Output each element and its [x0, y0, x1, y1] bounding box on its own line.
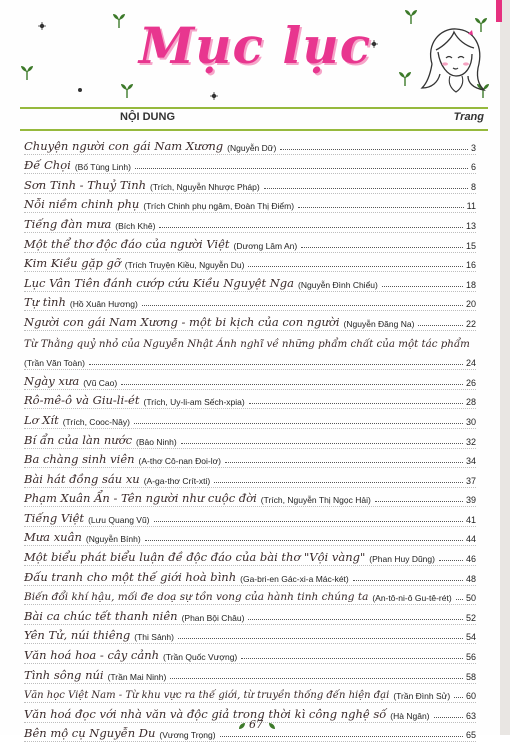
toc-entry[interactable]: [24, 213, 476, 233]
toc-entry-author: (An-tô-ni-ô Gu-tê-rét): [372, 593, 452, 604]
toc-entry[interactable]: [24, 253, 476, 273]
toc-dot-leader: [142, 305, 463, 306]
toc-entry[interactable]: [24, 409, 476, 429]
toc-dot-leader: [280, 149, 468, 150]
toc-dot-leader: [375, 501, 463, 502]
toc-dot-leader: [220, 736, 463, 737]
toc-dot-leader: [89, 364, 463, 365]
toc-entry[interactable]: [24, 272, 476, 292]
toc-entry-author: (Trần Văn Toàn): [24, 358, 85, 369]
toc-entry-author: (A-thơ Cô-nan Đoi-lơ): [138, 456, 222, 467]
toc-entry-author: (Hồ Xuân Hương): [69, 299, 138, 310]
toc-entry-page: 39: [465, 495, 476, 506]
toc-entry-title: Ngày xưa: [24, 373, 80, 388]
toc-entry-page: 56: [465, 652, 476, 663]
toc-entry[interactable]: [24, 351, 476, 371]
toc-entry-author: (Trần Mai Ninh): [107, 671, 167, 682]
toc-dot-leader: [135, 168, 468, 169]
toc-entry-page: 18: [465, 279, 476, 290]
toc-entry-title: Rô-mê-ô và Giu-li-ét: [24, 393, 140, 408]
toc-entry-page: 24: [465, 358, 476, 369]
toc-header-bar: [20, 107, 488, 131]
toc-entry-page: 32: [465, 436, 476, 447]
toc-dot-leader: [159, 227, 463, 228]
toc-entry-page: 13: [465, 220, 476, 231]
toc-entry-author: (Nguyễn Đình Chiểu): [298, 279, 378, 290]
toc-entry[interactable]: [24, 507, 476, 527]
toc-list: [24, 135, 476, 742]
toc-entry-author: (Trích, Uy-li-am Sếch-xpia): [143, 397, 245, 408]
toc-dot-leader: [301, 247, 463, 248]
toc-entry[interactable]: [24, 664, 476, 684]
toc-entry-page: 65: [465, 730, 476, 741]
toc-dot-leader: [214, 482, 463, 483]
toc-entry-author: (Trích Truyện Kiều, Nguyễn Du): [124, 260, 245, 271]
toc-entry[interactable]: [24, 566, 476, 586]
sparkle-icon: [38, 22, 46, 30]
toc-entry-page: 48: [465, 573, 476, 584]
toc-entry-page: 46: [465, 554, 476, 565]
toc-entry-title: Một thể thơ độc đáo của người Việt: [24, 236, 230, 251]
toc-dot-leader: [434, 717, 463, 718]
toc-dot-leader: [181, 443, 463, 444]
toc-entry[interactable]: [24, 546, 476, 566]
toc-dot-leader: [248, 266, 463, 267]
toc-entry-title: Lơ Xít: [24, 412, 59, 427]
toc-entry[interactable]: [24, 429, 476, 449]
toc-entry-page: 22: [465, 318, 476, 329]
pink-tab-marker: [496, 0, 502, 22]
toc-dot-leader: [264, 188, 468, 189]
toc-entry-author: (Phan Huy Dũng): [369, 554, 435, 565]
toc-entry-author: (Trần Đình Sử): [393, 691, 451, 702]
toc-entry-page: 37: [465, 475, 476, 486]
toc-entry-title: Biến đổi khí hậu, mối đe doạ sự tồn vong của hành tinh chúng ta: [24, 591, 369, 604]
sprout-icon: [20, 64, 34, 80]
toc-entry-page: 63: [465, 710, 476, 721]
toc-entry-author: (Phan Bội Châu): [181, 612, 245, 623]
toc-entry-page: 41: [465, 514, 476, 525]
toc-entry[interactable]: [24, 174, 476, 194]
toc-entry-author: (Thi Sảnh): [134, 632, 174, 643]
page-edge: [500, 0, 510, 735]
toc-entry-page: 6: [470, 162, 476, 173]
toc-entry-author: (Hà Ngân): [390, 710, 430, 721]
toc-entry-page: 30: [465, 416, 476, 427]
toc-entry[interactable]: [24, 625, 476, 645]
leaf-icon: [268, 722, 276, 730]
toc-entry-title: Bài hát đồng sáu xu: [24, 471, 140, 486]
page-number: 67: [249, 718, 263, 731]
toc-entry-title: Một biểu phát biểu luận đề độc đáo của bài thơ "Vội vàng": [24, 550, 366, 565]
toc-entry[interactable]: [24, 331, 476, 351]
toc-entry-page: 34: [465, 456, 476, 467]
toc-entry-title: Văn hoá hoa - cây cảnh: [24, 648, 160, 663]
toc-entry-page: 44: [465, 534, 476, 545]
toc-entry[interactable]: [24, 468, 476, 488]
toc-entry-author: (A-ga-thơ Crít-xti): [143, 475, 211, 486]
toc-entry-page: 3: [470, 142, 476, 153]
toc-entry-title: Người con gái Nam Xương - một bi kịch của con người: [24, 314, 340, 329]
toc-entry[interactable]: [24, 449, 476, 469]
sprout-icon: [404, 8, 418, 24]
toc-entry-page: 28: [465, 397, 476, 408]
toc-entry[interactable]: [24, 684, 476, 704]
toc-entry-title: Ba chàng sinh viên: [24, 452, 135, 467]
toc-dot-leader: [456, 599, 463, 600]
toc-entry-author: (Bích Khê): [115, 220, 156, 231]
toc-entry[interactable]: [24, 194, 476, 214]
toc-entry-author: (Bảo Ninh): [136, 436, 177, 447]
sprout-icon: [112, 12, 126, 28]
sparkle-icon: [210, 92, 218, 100]
toc-entry-page: 11: [466, 201, 476, 212]
toc-entry-title: Văn học Việt Nam - Từ khu vực ra thế giới, từ truyền thống đến hiện đại: [24, 690, 390, 702]
toc-entry-page: 52: [465, 612, 476, 623]
toc-entry-page: 58: [465, 671, 476, 682]
header-content-label: NỘI DUNG: [120, 111, 175, 123]
toc-dot-leader: [134, 423, 463, 424]
toc-entry-title: Bí ẩn của làn nước: [24, 432, 133, 447]
toc-entry[interactable]: [24, 292, 476, 312]
toc-entry-author: (Nguyễn Dữ): [227, 142, 277, 153]
sprout-icon: [120, 82, 134, 98]
toc-entry-title: Tiếng đàn mưa: [24, 216, 112, 231]
toc-dot-leader: [225, 462, 463, 463]
toc-dot-leader: [248, 619, 463, 620]
toc-entry[interactable]: [24, 488, 476, 508]
toc-entry[interactable]: [24, 527, 476, 547]
toc-entry-page: 15: [465, 240, 476, 251]
toc-dot-leader: [249, 403, 463, 404]
toc-entry-title: Mưa xuân: [24, 530, 82, 545]
toc-entry-author: (Lưu Quang Vũ): [88, 514, 150, 525]
sprout-icon: [398, 70, 412, 86]
toc-entry-page: 54: [465, 632, 476, 643]
toc-entry-author: (Ga-bri-en Gác-xi-a Mác-két): [240, 573, 349, 584]
toc-entry[interactable]: [24, 644, 476, 664]
toc-entry-title: Từ Thằng quỷ nhỏ của Nguyễn Nhật Ánh nghĩ về những phẩm chất của một tác phẩm: [24, 337, 470, 350]
toc-dot-leader: [170, 678, 463, 679]
toc-entry-author: (Trích, Cooc-Nây): [62, 416, 130, 427]
toc-entry-author: (Trần Quốc Vượng): [163, 652, 238, 663]
toc-entry-author: (Trích, Nguyễn Thị Ngọc Hải): [260, 495, 371, 506]
toc-dot-leader: [353, 580, 463, 581]
toc-entry-title: Phạm Xuân Ẩn - Tên người như cuộc đời: [24, 491, 257, 506]
toc-entry-title: Tự tình: [24, 295, 66, 310]
toc-dot-leader: [298, 207, 464, 208]
toc-entry-title: Yên Tử, núi thiêng: [24, 628, 131, 643]
page-title: Mục lục: [138, 16, 372, 75]
toc-dot-leader: [241, 658, 463, 659]
toc-entry-author: (Dương Lâm An): [233, 240, 298, 251]
toc-entry-title: Chuyện người con gái Nam Xương: [24, 138, 224, 153]
toc-entry-title: Đấu tranh cho một thế giới hoà bình: [24, 569, 237, 584]
toc-entry-author: (Vũ Cao): [83, 377, 118, 388]
toc-dot-leader: [178, 638, 463, 639]
toc-entry-page: 26: [465, 377, 476, 388]
toc-entry-title: Tiếng Việt: [24, 510, 85, 525]
toc-entry-title: Lục Vân Tiên đánh cướp cứu Kiều Nguyệt Nga: [24, 275, 295, 290]
toc-entry-title: Kim Kiều gặp gỡ: [24, 256, 121, 271]
toc-entry-title: Tình sông núi: [24, 667, 104, 682]
toc-entry[interactable]: [24, 390, 476, 410]
sparkle-icon: [76, 86, 84, 94]
toc-entry-page: 8: [470, 181, 476, 192]
toc-entry[interactable]: [24, 605, 476, 625]
toc-entry-page: 16: [465, 260, 476, 271]
toc-entry-title: Sơn Tinh - Thuỷ Tinh: [24, 177, 147, 192]
toc-entry-author: (Trích, Nguyễn Nhược Pháp): [150, 181, 260, 192]
toc-entry[interactable]: [24, 155, 476, 175]
toc-dot-leader: [439, 560, 463, 561]
toc-dot-leader: [418, 325, 463, 326]
toc-entry-title: Bài ca chúc tết thanh niên: [24, 608, 178, 623]
toc-entry-page: 20: [465, 299, 476, 310]
toc-entry[interactable]: [24, 370, 476, 390]
toc-entry-author: (Nguyễn Bính): [85, 534, 141, 545]
toc-dot-leader: [382, 286, 463, 287]
header-page-label: Trang: [453, 111, 484, 123]
toc-entry[interactable]: [24, 135, 476, 155]
toc-dot-leader: [154, 521, 463, 522]
toc-dot-leader: [454, 697, 463, 698]
toc-entry-page: 50: [465, 593, 476, 604]
toc-entry[interactable]: [24, 586, 476, 606]
girl-illustration-icon: [418, 24, 490, 94]
toc-entry-title: Nỗi niềm chinh phụ: [24, 197, 140, 212]
toc-entry-author: (Trích Chinh phụ ngâm, Đoàn Thị Điểm): [143, 201, 295, 212]
toc-entry[interactable]: [24, 233, 476, 253]
toc-dot-leader: [121, 384, 463, 385]
toc-entry-title: Văn hoá đọc với nhà văn và độc giả trong thời kì công nghệ số: [24, 706, 387, 721]
toc-entry-author: (Nguyễn Đăng Na): [343, 318, 415, 329]
toc-dot-leader: [145, 540, 463, 541]
toc-entry-page: 60: [465, 691, 476, 702]
toc-entry-title: Đế Chọi: [24, 158, 71, 173]
toc-entry-author: (Bố Tùng Linh): [74, 162, 131, 173]
toc-entry-author: (Vương Trọng): [159, 730, 216, 741]
toc-entry-title: Bên mộ cụ Nguyễn Du: [24, 726, 156, 741]
toc-entry[interactable]: [24, 311, 476, 331]
